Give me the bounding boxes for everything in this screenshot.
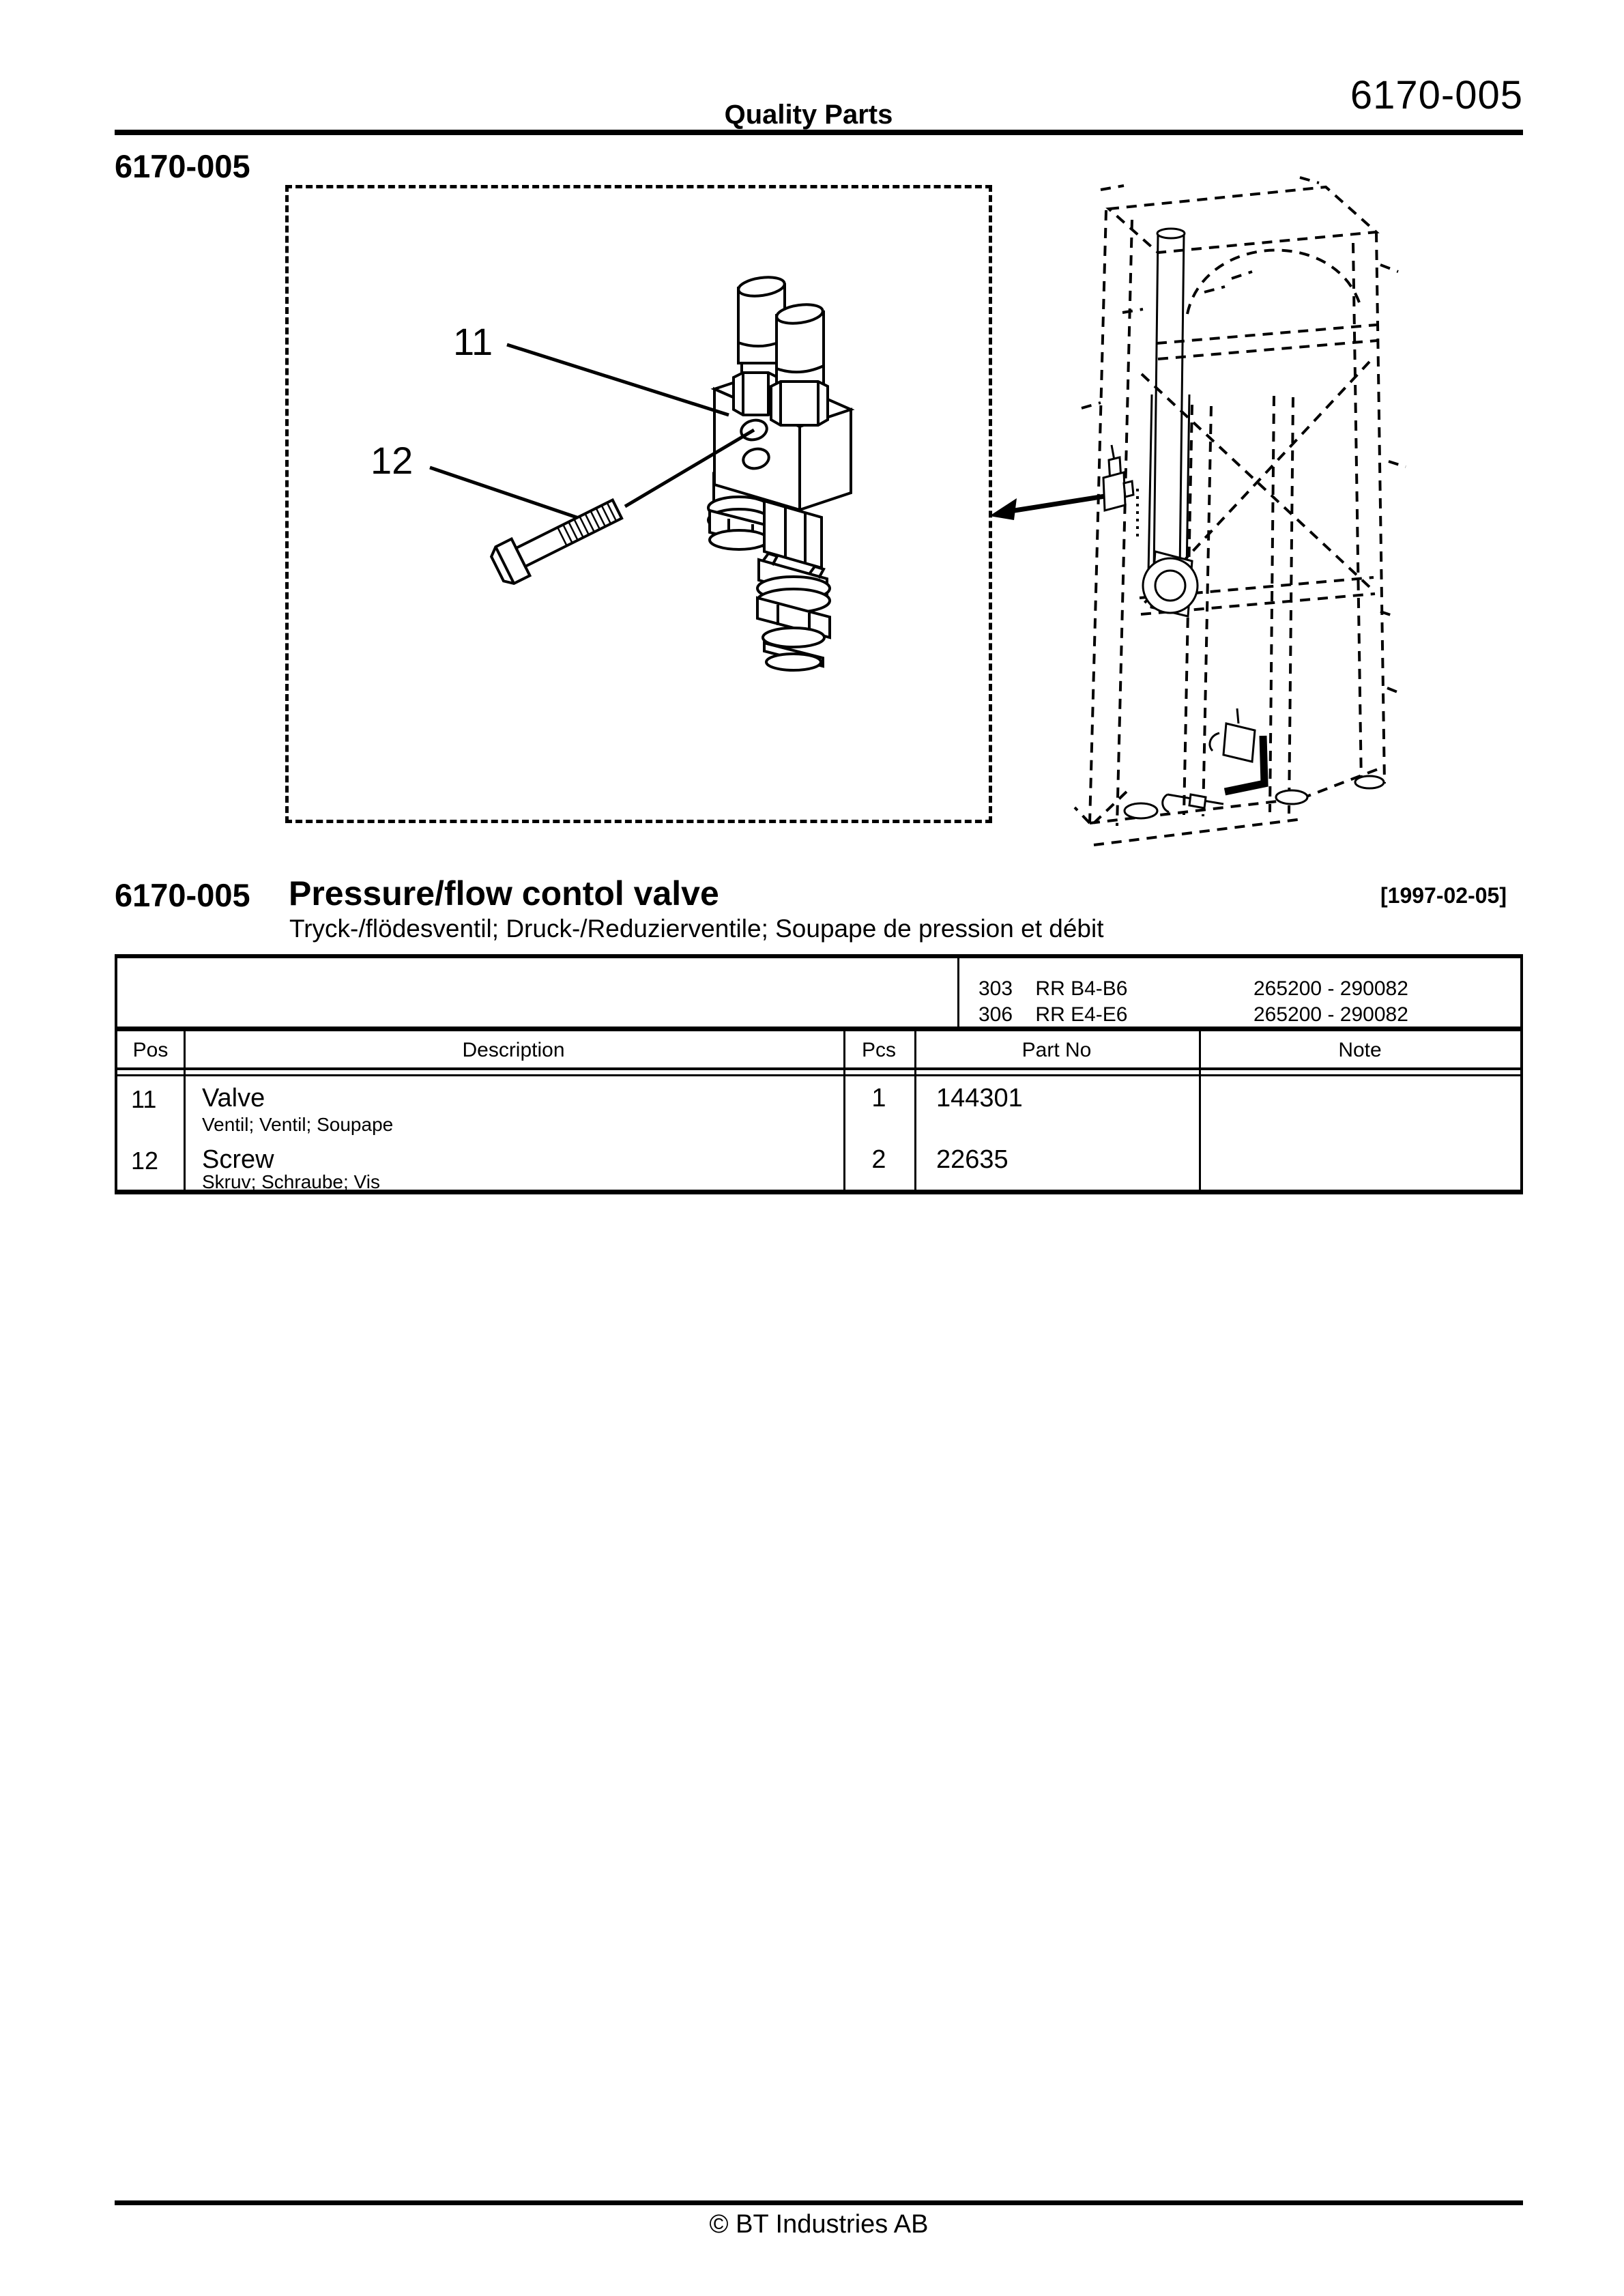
row-part-no: 22635 bbox=[936, 1145, 1009, 1174]
model-code: 303 bbox=[978, 977, 1013, 1000]
mast-illustration bbox=[1061, 169, 1409, 872]
figure-code: 6170-005 bbox=[115, 148, 250, 184]
mast-piping bbox=[1125, 708, 1384, 818]
col-header-part-no: Part No bbox=[1021, 1039, 1092, 1061]
col-header-pcs: Pcs bbox=[861, 1039, 896, 1061]
article-subtitle: Tryck-/flödesventil; Druck-/Reduzierventile; Soupape de pression et débit bbox=[289, 915, 1104, 943]
model-section-bottom bbox=[117, 1027, 1520, 1031]
col-header-pos: Pos bbox=[132, 1039, 169, 1061]
model-name: RR E4-E6 bbox=[1035, 1003, 1128, 1026]
model-serials: 265200 - 290082 bbox=[1253, 977, 1408, 1000]
row-description-i18n: Ventil; Ventil; Soupape bbox=[202, 1114, 394, 1135]
callout-screw: 12 bbox=[371, 439, 414, 482]
valve-lower-right-fitting bbox=[757, 501, 830, 670]
row-part-no: 144301 bbox=[936, 1084, 1023, 1113]
article-title: Pressure/flow contol valve bbox=[289, 874, 719, 913]
callout-valve: 11 bbox=[453, 320, 493, 363]
row-pos: 12 bbox=[131, 1147, 159, 1175]
model-section-divider bbox=[957, 958, 959, 1027]
row-description: Screw bbox=[202, 1145, 274, 1174]
model-serials: 265200 - 290082 bbox=[1253, 1003, 1408, 1026]
row-pos: 11 bbox=[131, 1085, 157, 1113]
row-pcs: 2 bbox=[871, 1145, 886, 1174]
page-code: 6170-005 bbox=[1350, 73, 1523, 117]
footer-divider bbox=[115, 2200, 1523, 2205]
col-header-description: Description bbox=[462, 1039, 565, 1061]
leader-lines bbox=[430, 345, 754, 519]
model-name: RR B4-B6 bbox=[1035, 977, 1128, 1000]
article-date: [1997-02-05] bbox=[1380, 883, 1507, 908]
model-row bbox=[978, 1003, 1127, 1027]
header-row-underline-1 bbox=[117, 1067, 1520, 1070]
mast-valve-location bbox=[1103, 445, 1133, 511]
header-divider bbox=[115, 130, 1523, 135]
article-code: 6170-005 bbox=[115, 877, 250, 913]
model-row bbox=[978, 977, 1127, 1001]
parts-table bbox=[115, 954, 1523, 1194]
model-code: 306 bbox=[978, 1003, 1013, 1026]
screw-drawing bbox=[489, 491, 626, 587]
row-pcs: 1 bbox=[871, 1084, 886, 1113]
header-row-underline-2 bbox=[117, 1074, 1520, 1076]
valve-right-plunger bbox=[771, 302, 828, 425]
page-title: Quality Parts bbox=[724, 100, 893, 130]
valve-illustration bbox=[285, 184, 992, 823]
footer-copyright: © BT Industries AB bbox=[709, 2210, 929, 2239]
mast-cylinder bbox=[1143, 229, 1198, 616]
col-header-note: Note bbox=[1338, 1039, 1382, 1061]
row-description-i18n: Skruv; Schraube; Vis bbox=[202, 1171, 380, 1192]
row-description: Valve bbox=[202, 1084, 265, 1113]
